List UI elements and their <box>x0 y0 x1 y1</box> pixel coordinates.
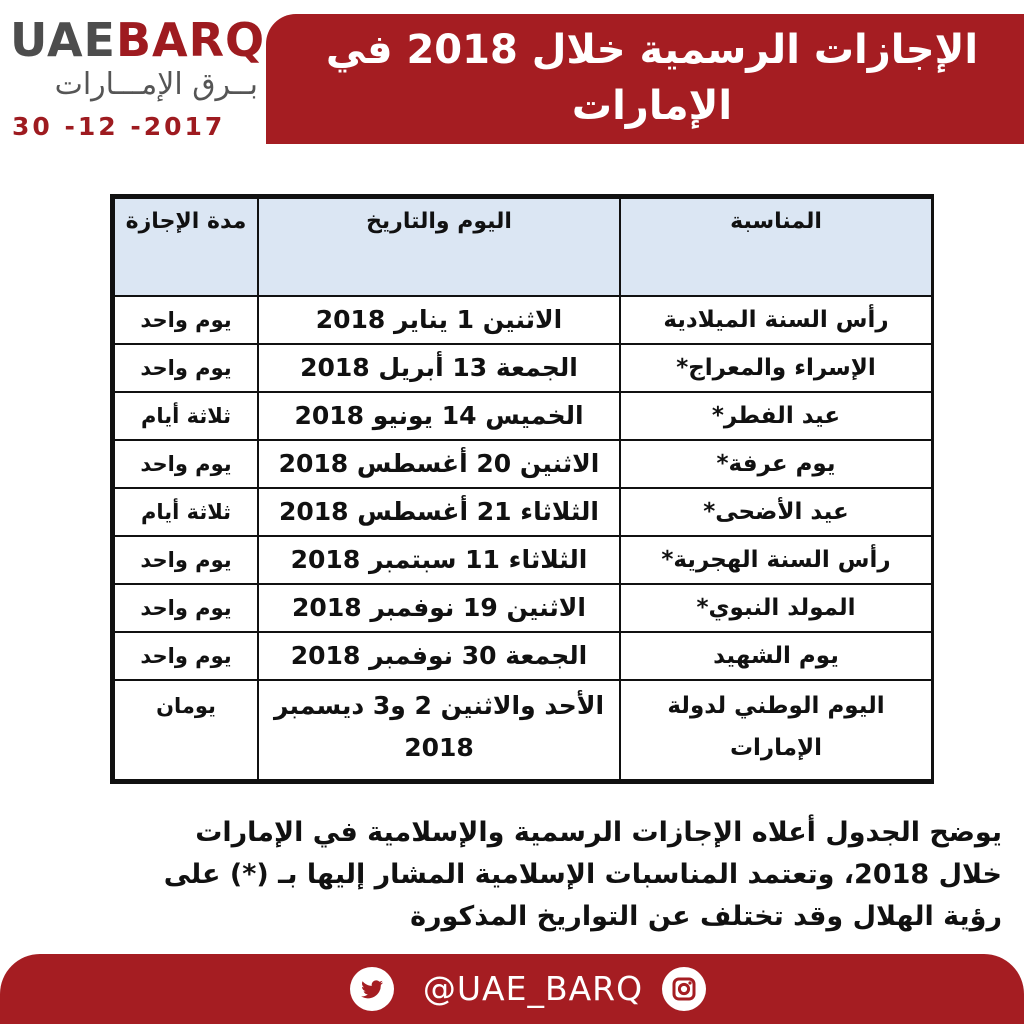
table-row <box>114 632 932 680</box>
cell-occasion: عيد الفطر* <box>620 392 932 440</box>
cell-duration: ثلاثة أيام <box>114 488 258 536</box>
column-header-duration: مدة الإجازة <box>114 198 258 296</box>
cell-occasion: رأس السنة الهجرية* <box>620 536 932 584</box>
cell-duration: يوم واحد <box>114 536 258 584</box>
twitter-icon[interactable] <box>350 967 394 1011</box>
publish-date: 30 -12 -2017 <box>12 112 226 141</box>
title-banner <box>266 14 1024 144</box>
cell-occasion: يوم عرفة* <box>620 440 932 488</box>
cell-date: الخميس 14 يونيو 2018 <box>258 392 620 440</box>
cell-duration: يوم واحد <box>114 344 258 392</box>
table-row <box>114 536 932 584</box>
logo-wordmark-uae: UAE <box>10 13 116 67</box>
brand-logo <box>0 0 268 150</box>
cell-occasion: رأس السنة الميلادية <box>620 296 932 344</box>
logo-wordmark <box>10 12 265 68</box>
cell-date: الجمعة 30 نوفمبر 2018 <box>258 632 620 680</box>
cell-occasion: الإسراء والمعراج* <box>620 344 932 392</box>
cell-date: الجمعة 13 أبريل 2018 <box>258 344 620 392</box>
page-title: الإجازات الرسمية خلال 2018 في الإمارات <box>325 27 979 129</box>
cell-date: الثلاثاء 11 سبتمبر 2018 <box>258 536 620 584</box>
cell-occasion: المولد النبوي* <box>620 584 932 632</box>
cell-occasion: اليوم الوطني لدولة الإمارات <box>620 680 932 780</box>
cell-duration: يوم واحد <box>114 296 258 344</box>
table-description: يوضح الجدول أعلاه الإجازات الرسمية والإسلامية في الإمارات خلال 2018، وتعتمد المناسبات الإسلامية المشار إليها بـ (*) على رؤية الهلال وقد تختلف عن التواريخ المذكورة <box>163 817 1002 932</box>
column-header-date: اليوم والتاريخ <box>258 198 620 296</box>
instagram-icon[interactable] <box>662 967 706 1011</box>
footer-bar <box>0 954 1024 1024</box>
cell-date: الاثنين 19 نوفمبر 2018 <box>258 584 620 632</box>
logo-arabic-name: بــرق الإمـــارات <box>54 67 258 102</box>
table-header-row <box>114 198 932 296</box>
cell-duration: يوم واحد <box>114 440 258 488</box>
cell-duration: ثلاثة أيام <box>114 392 258 440</box>
holidays-table-frame <box>110 194 934 784</box>
cell-duration: يوم واحد <box>114 584 258 632</box>
table-row <box>114 392 932 440</box>
social-handle: @UAE_BARQ <box>422 969 644 1008</box>
column-header-occasion: المناسبة <box>620 198 932 296</box>
cell-duration: يوم واحد <box>114 632 258 680</box>
logo-wordmark-barq: BARQ <box>115 13 266 67</box>
cell-occasion: عيد الأضحى* <box>620 488 932 536</box>
twitter-icon-glyph <box>350 967 394 1011</box>
holidays-table <box>113 197 933 781</box>
cell-date: الثلاثاء 21 أغسطس 2018 <box>258 488 620 536</box>
cell-duration: يومان <box>114 680 258 780</box>
cell-occasion: يوم الشهيد <box>620 632 932 680</box>
instagram-icon-glyph <box>662 967 706 1011</box>
table-row <box>114 584 932 632</box>
cell-date: الاثنين 1 يناير 2018 <box>258 296 620 344</box>
table-row <box>114 344 932 392</box>
table-row <box>114 296 932 344</box>
cell-date: الاثنين 20 أغسطس 2018 <box>258 440 620 488</box>
table-row <box>114 488 932 536</box>
table-row <box>114 680 932 780</box>
cell-date: الأحد والاثنين 2 و3 ديسمبر 2018 <box>258 680 620 780</box>
table-row <box>114 440 932 488</box>
